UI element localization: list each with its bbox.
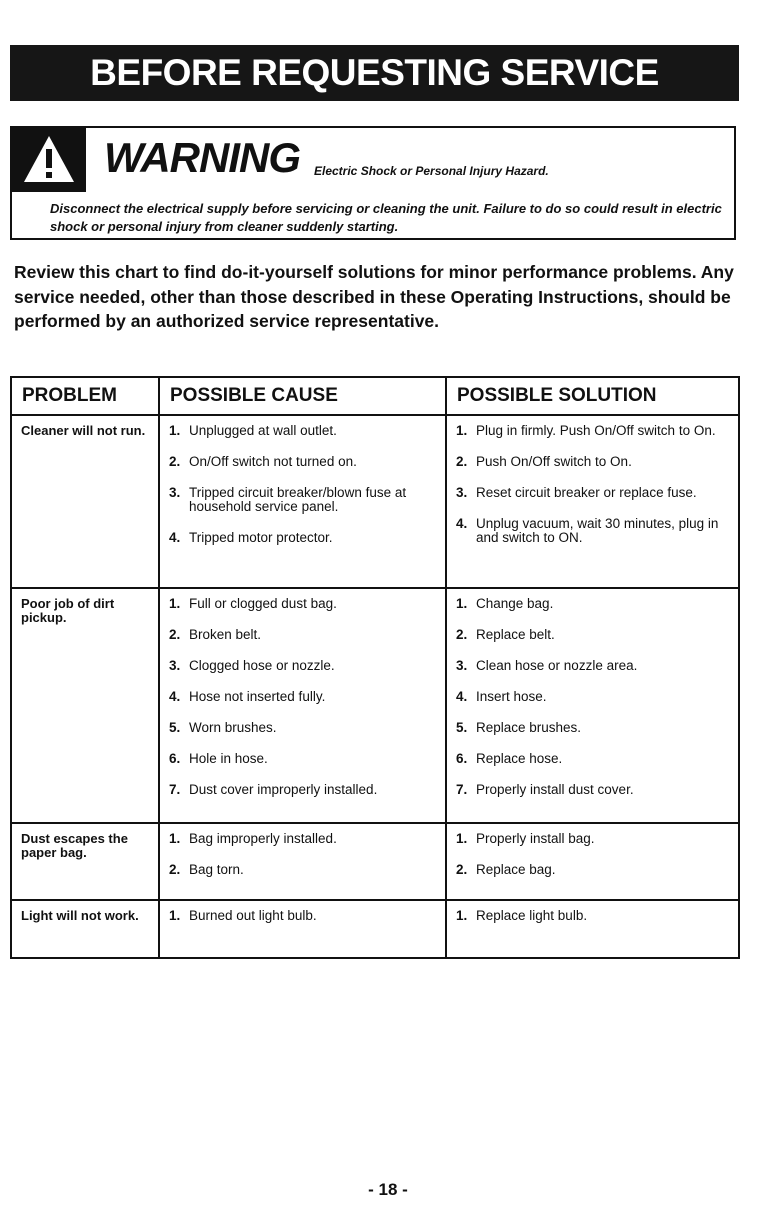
item-text: Unplug vacuum, wait 30 minutes, plug in and switch to ON. (476, 516, 719, 545)
item-text: Plug in firmly. Push On/Off switch to On. (476, 423, 716, 438)
problem-label: Poor job of dirt pickup. (21, 596, 115, 625)
item-number: 4. (169, 530, 181, 545)
item-number: 4. (456, 516, 468, 531)
item-number: 2. (169, 862, 181, 877)
item-number: 5. (456, 720, 468, 735)
problem-label: Dust escapes the paper bag. (21, 831, 128, 860)
cause-item (169, 783, 439, 797)
problem-label: Cleaner will not run. (21, 423, 146, 438)
item-text: Replace brushes. (476, 720, 582, 735)
cause-item (169, 863, 439, 877)
solution-item (456, 486, 732, 500)
item-number: 1. (456, 908, 468, 923)
section-banner (10, 45, 739, 101)
item-number: 1. (169, 423, 181, 438)
item-number: 3. (169, 485, 181, 500)
column-header-solution: POSSIBLE SOLUTION (446, 377, 739, 415)
item-text: Replace bag. (476, 862, 556, 877)
cause-item (169, 752, 439, 766)
item-text: Broken belt. (189, 627, 262, 642)
item-text: Push On/Off switch to On. (476, 454, 632, 469)
item-number: 1. (169, 908, 181, 923)
solution-item (456, 832, 732, 846)
problem-cell (11, 823, 159, 900)
solution-item (456, 863, 732, 877)
solution-item (456, 721, 732, 735)
item-number: 2. (456, 862, 468, 877)
item-text: Hose not inserted fully. (189, 689, 326, 704)
cause-item (169, 659, 439, 673)
warning-title: WARNING (104, 134, 300, 181)
item-text: Reset circuit breaker or replace fuse. (476, 485, 697, 500)
cause-item (169, 832, 439, 846)
troubleshooting-table (10, 376, 740, 959)
solution-item (456, 517, 732, 545)
column-header-problem: PROBLEM (11, 377, 159, 415)
cause-list (169, 832, 439, 877)
cause-list (169, 597, 439, 797)
item-text: Hole in hose. (189, 751, 268, 766)
problem-label: Light will not work. (21, 908, 139, 923)
item-number: 6. (456, 751, 468, 766)
cause-cell (159, 823, 446, 900)
item-number: 2. (169, 627, 181, 642)
item-number: 4. (169, 689, 181, 704)
solution-item (456, 752, 732, 766)
item-text: Worn brushes. (189, 720, 277, 735)
item-text: Replace hose. (476, 751, 563, 766)
solution-list (456, 424, 732, 545)
item-number: 2. (456, 627, 468, 642)
cause-item (169, 597, 439, 611)
cause-item (169, 909, 439, 923)
solution-cell (446, 588, 739, 823)
warning-triangle-icon (22, 134, 76, 184)
solution-item (456, 783, 732, 797)
solution-item (456, 424, 732, 438)
table-row (11, 415, 739, 588)
item-number: 3. (456, 485, 468, 500)
item-text: Insert hose. (476, 689, 547, 704)
table-header-row (11, 377, 739, 415)
cause-cell (159, 900, 446, 958)
item-number: 1. (169, 831, 181, 846)
item-number: 2. (456, 454, 468, 469)
cause-item (169, 486, 439, 514)
item-number: 1. (169, 596, 181, 611)
item-number: 4. (456, 689, 468, 704)
item-text: On/Off switch not turned on. (189, 454, 357, 469)
solution-cell (446, 900, 739, 958)
solution-item (456, 455, 732, 469)
item-number: 2. (169, 454, 181, 469)
solution-cell (446, 415, 739, 588)
solution-cell (446, 823, 739, 900)
item-text: Bag improperly installed. (189, 831, 337, 846)
table-row (11, 588, 739, 823)
solution-list (456, 597, 732, 797)
item-text: Properly install bag. (476, 831, 595, 846)
warning-box (10, 126, 736, 240)
cause-list (169, 909, 439, 923)
item-number: 1. (456, 831, 468, 846)
item-number: 7. (169, 782, 181, 797)
item-number: 1. (456, 423, 468, 438)
item-text: Burned out light bulb. (189, 908, 317, 923)
item-text: Tripped motor protector. (189, 530, 333, 545)
item-number: 3. (169, 658, 181, 673)
item-text: Replace light bulb. (476, 908, 588, 923)
item-text: Dust cover improperly installed. (189, 782, 378, 797)
cause-item (169, 455, 439, 469)
problem-cell (11, 415, 159, 588)
solution-list (456, 832, 732, 877)
table-row (11, 823, 739, 900)
warning-subtitle: Electric Shock or Personal Injury Hazard. (314, 164, 549, 178)
cause-item (169, 424, 439, 438)
item-number: 7. (456, 782, 468, 797)
problem-cell (11, 588, 159, 823)
page-title: BEFORE REQUESTING SERVICE (90, 52, 659, 93)
table-row (11, 900, 739, 958)
cause-item (169, 690, 439, 704)
solution-item (456, 597, 732, 611)
item-text: Properly install dust cover. (476, 782, 634, 797)
item-number: 5. (169, 720, 181, 735)
cause-list (169, 424, 439, 545)
item-number: 1. (456, 596, 468, 611)
item-text: Clogged hose or nozzle. (189, 658, 335, 673)
warning-body: Disconnect the electrical supply before servicing or cleaning the unit. Failure to do so could result in electric shock or personal injury from cleaner suddenly starting. (50, 201, 722, 234)
cause-cell (159, 415, 446, 588)
solution-item (456, 628, 732, 642)
cause-item (169, 628, 439, 642)
solution-item (456, 690, 732, 704)
item-text: Clean hose or nozzle area. (476, 658, 638, 673)
item-text: Bag torn. (189, 862, 244, 877)
cause-cell (159, 588, 446, 823)
item-text: Change bag. (476, 596, 554, 611)
intro-paragraph: Review this chart to find do-it-yourself solutions for minor performance problems. Any service needed, other than those described in these Operating Instructions, should be performed by an authorized service representative. (14, 262, 734, 331)
warning-icon-block (10, 126, 86, 192)
item-text: Replace belt. (476, 627, 555, 642)
item-number: 3. (456, 658, 468, 673)
problem-cell (11, 900, 159, 958)
cause-item (169, 721, 439, 735)
page-number: - 18 - (368, 1180, 408, 1199)
solution-list (456, 909, 732, 923)
solution-item (456, 909, 732, 923)
item-text: Unplugged at wall outlet. (189, 423, 337, 438)
cause-item (169, 531, 439, 545)
item-text: Tripped circuit breaker/blown fuse at household service panel. (189, 485, 407, 514)
item-text: Full or clogged dust bag. (189, 596, 337, 611)
solution-item (456, 659, 732, 673)
item-number: 6. (169, 751, 181, 766)
column-header-cause: POSSIBLE CAUSE (159, 377, 446, 415)
